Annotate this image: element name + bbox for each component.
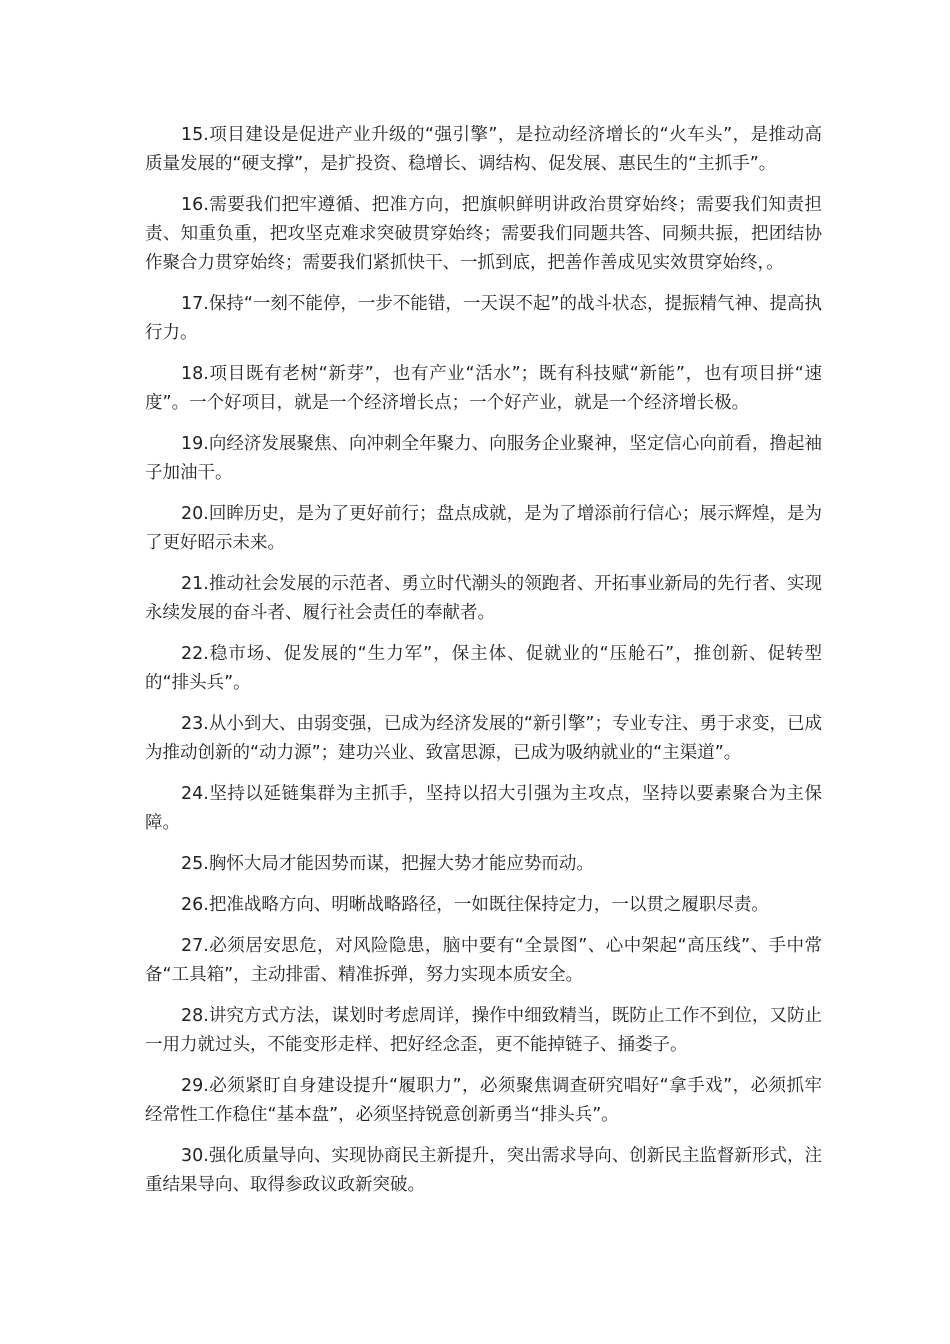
paragraph-15: 15.项目建设是促进产业升级的“强引擎”，是拉动经济增长的“火车头”，是推动高质量发展的“硬支撑”，是扩投资、稳增长、调结构、促发展、惠民生的“主抓手”。 bbox=[145, 125, 822, 174]
paragraph-27: 27.必须居安思危，对风险隐患，脑中要有“全景图”、心中架起“高压线”、手中常备“工具箱”，主动排雷、精准拆弹，努力实现本质安全。 bbox=[145, 936, 822, 985]
paragraph-17: 17.保持“一刻不能停，一步不能错，一天误不起”的战斗状态，提振精气神、提高执行力。 bbox=[145, 294, 822, 343]
paragraph-22: 22.稳市场、促发展的“生力军”，保主体、促就业的“压舱石”，推创新、促转型的“排头兵”。 bbox=[145, 644, 822, 693]
paragraph-21: 21.推动社会发展的示范者、勇立时代潮头的领跑者、开拓事业新局的先行者、实现永续发展的奋斗者、履行社会责任的奉献者。 bbox=[145, 574, 822, 623]
paragraph-19: 19.向经济发展聚焦、向冲刺全年聚力、向服务企业聚神，坚定信心向前看，撸起袖子加油干。 bbox=[145, 434, 822, 483]
paragraph-29: 29.必须紧盯自身建设提升“履职力”，必须聚焦调查研究唱好“拿手戏”，必须抓牢经常性工作稳住“基本盘”，必须坚持锐意创新勇当“排头兵”。 bbox=[145, 1076, 822, 1125]
paragraph-16: 16.需要我们把牢遵循、把准方向，把旗帜鲜明讲政治贯穿始终；需要我们知责担责、知重负重，把攻坚克难求突破贯穿始终；需要我们同题共答、同频共振，把团结协作聚合力贯穿始终；需要我们紧抓快干、一抓到底，把善作善成见实效贯穿始终，。 bbox=[145, 195, 822, 273]
paragraph-28: 28.讲究方式方法，谋划时考虑周详，操作中细致精当，既防止工作不到位，又防止一用力就过头，不能变形走样、把好经念歪，更不能掉链子、捅娄子。 bbox=[145, 1006, 822, 1055]
paragraph-25: 25.胸怀大局才能因势而谋，把握大势才能应势而动。 bbox=[181, 854, 594, 874]
paragraph-18: 18.项目既有老树“新芽”，也有产业“活水”；既有科技赋“新能”，也有项目拼“速度”。一个好项目，就是一个经济增长点；一个好产业，就是一个经济增长极。 bbox=[145, 364, 822, 413]
paragraph-24: 24.坚持以延链集群为主抓手，坚持以招大引强为主攻点，坚持以要素聚合为主保障。 bbox=[145, 784, 822, 833]
paragraph-20: 20.回眸历史，是为了更好前行；盘点成就，是为了增添前行信心；展示辉煌，是为了更好昭示未来。 bbox=[145, 504, 822, 553]
paragraph-30: 30.强化质量导向、实现协商民主新提升，突出需求导向、创新民主监督新形式，注重结果导向、取得参政议政新突破。 bbox=[145, 1146, 822, 1195]
paragraph-26: 26.把准战略方向、明晰战略路径，一如既往保持定力，一以贯之履职尽责。 bbox=[181, 895, 769, 915]
document-body bbox=[145, 121, 822, 1212]
paragraph-23: 23.从小到大、由弱变强，已成为经济发展的“新引擎”；专业专注、勇于求变，已成为推动创新的“动力源”；建功兴业、致富思源，已成为吸纳就业的“主渠道”。 bbox=[145, 714, 822, 763]
